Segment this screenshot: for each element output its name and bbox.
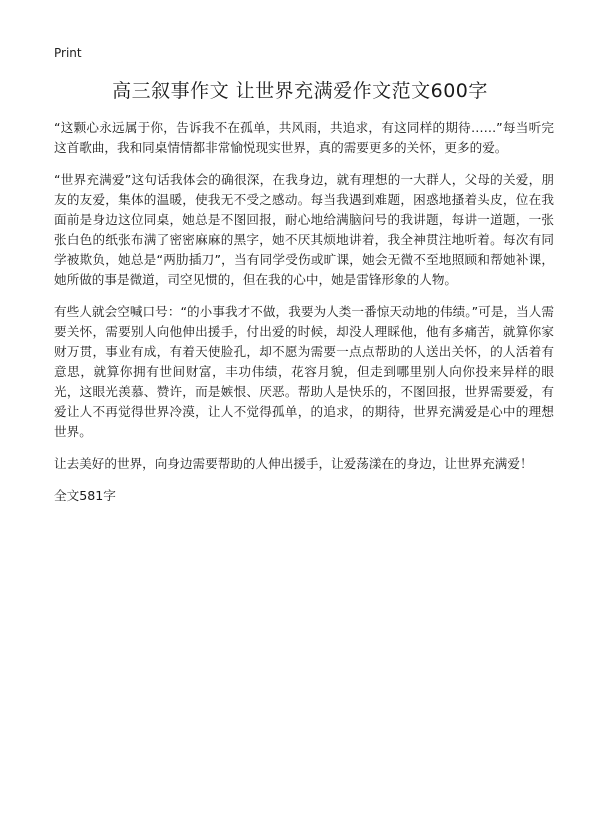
article-paragraph: “这颗心永远属于你，告诉我不在孤单，共风雨，共追求，有这同样的期待……”每当听完这首歌曲，我和同桌情情都非常愉悦现实世界，真的需要更多的关怀，更多的爱。 <box>54 120 554 155</box>
article-title: 高三叙事作文 让世界充满爱作文范文600字 <box>112 80 488 102</box>
article-body <box>54 118 554 506</box>
word-count: 全文581字 <box>54 488 116 503</box>
article-paragraph: 让去美好的世界，向身边需要帮助的人伸出援手，让爱荡漾在的身边，让世界充满爱！ <box>54 456 533 471</box>
article-paragraph: “世界充满爱”这句话我体会的确很深，在我身边，就有理想的一大群人，父母的关爱，朋友的友爱，集体的温暖，使我无不受之感动。每当我遇到难题，困惑地搔着头皮，位在我面前是身边这位同桌，她总是不图回报，耐心地给满脑问号的我讲题，每讲一道题，一张张白色的纸张布满了密密麻麻的黑字，她不厌其烦地讲着，我全神贯注地听着。每次有同学被欺负，她总是“两肋插刀”，当有同学受伤或旷课，她会无微不至地照顾和帮她补课，她所做的事是微道，司空见惯的，但在我的心中，她是雷锋形象的人物。 <box>54 172 554 287</box>
print-link[interactable]: Print <box>54 46 82 60</box>
article-paragraph: 有些人就会空喊口号：“的小事我才不做，我要为人类一番惊天动地的伟绩。”可是，当人需要关怀，需要别人向他伸出援手，付出爱的时候，却没人理睬他，他有多痛苦，就算你家财万贯，事业有成，有着天使脸孔，却不愿为需要一点点帮助的人送出关怀，的人活着有意思，就算你拥有世间财富，丰功伟绩，花容月貌，但走到哪里别人向你投来异样的眼光，这眼光羡慕、赞许，而是嫉恨、厌恶。帮助人是快乐的，不图回报，世界需要爱，有爱让人不再觉得世界冷漠，让人不觉得孤单，的追求，的期待，世界充满爱是心中的理想世界。 <box>54 304 554 439</box>
